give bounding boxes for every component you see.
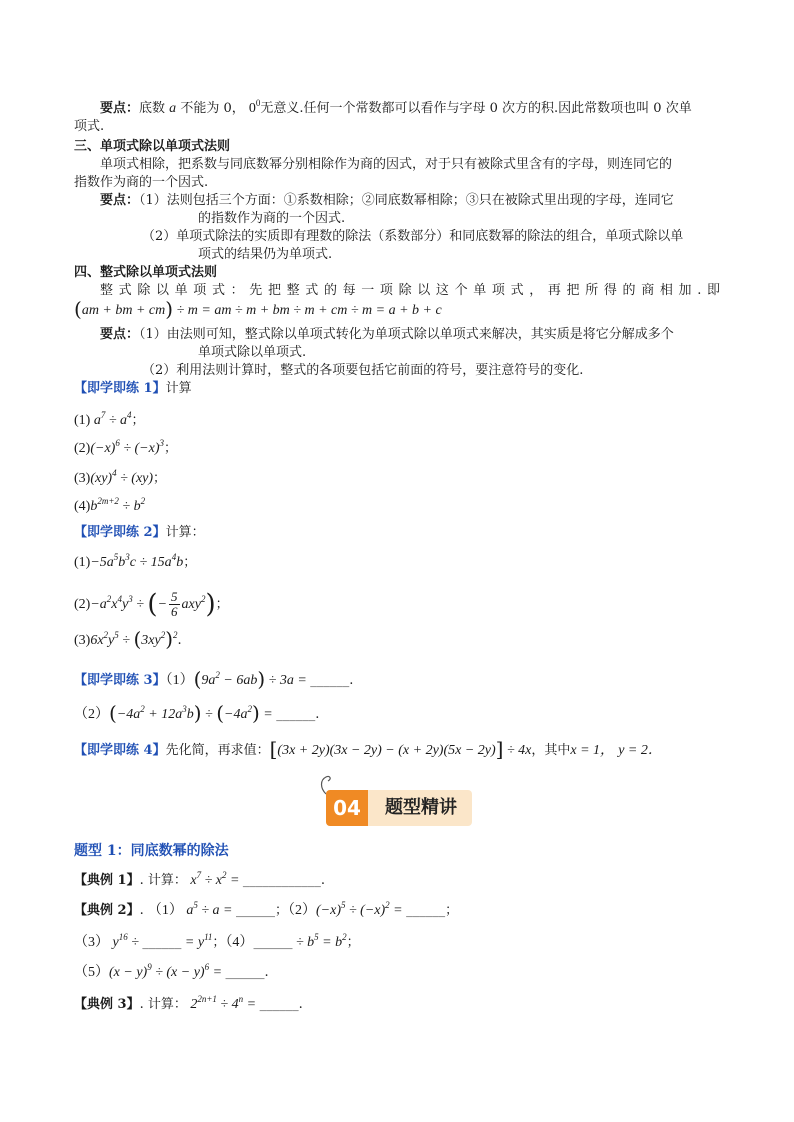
text-line: （2）单项式除法的实质即有理数的除法（系数部分）和同底数幂的除法的组合，单项式除以单: [142, 229, 684, 244]
practice-1-item-3: (3)(xy)$^4$ ÷ (xy)；: [74, 468, 167, 486]
text-line: 单项式相除，把系数与同底数幂分别相除作为商的因式，对于只有被除式里含有的字母，则连同它的: [100, 157, 673, 172]
answer-blank[interactable]: ______: [310, 673, 350, 688]
example-1: 【典例 1】. 计算： $x^7 \div x^2$ = ____________.: [74, 870, 326, 888]
text: 底数: [139, 101, 166, 116]
text-line: （2）利用法则计算时，整式的各项要包括它前面的符号，要注意符号的变化.: [142, 363, 584, 378]
answer-blank[interactable]: ______: [259, 997, 299, 1012]
banner-title: 题型精讲: [385, 797, 457, 818]
banner-number: 04: [326, 790, 368, 826]
key-point-zero-exponent: [100, 100, 692, 118]
text-line: 的指数作为商的一个因式.: [198, 211, 346, 226]
text: 计算：: [165, 525, 205, 540]
text: 先化简，再求值：: [165, 743, 270, 758]
practice-1-item-4: $(4)b^{2m+2} \div b^2$: [74, 496, 146, 514]
answer-blank[interactable]: ______: [406, 903, 446, 918]
answer-blank[interactable]: ______: [225, 965, 265, 980]
math-rule-formula: (am + bm + cm) ÷ m = am ÷ m + bm ÷ m + cm ÷ m = a + b + c: [74, 297, 442, 321]
text: （1）法则包括三个方面：①系数相除；②同底数幂相除；③只在被除式里出现的字母，连同它: [139, 193, 674, 208]
answer-blank[interactable]: ______: [235, 903, 275, 918]
key-label: 要点：: [100, 327, 140, 342]
key-label: 要点：: [100, 193, 140, 208]
section-heading-3: 三、单项式除以单项式法则: [74, 139, 231, 154]
text-line: 项式的结果仍为单项式.: [198, 247, 333, 262]
text: .: [139, 903, 148, 918]
practice-tag: 【即学即练 1】: [74, 381, 166, 396]
text-line: 单项式除以单项式.: [198, 345, 307, 360]
section-banner: [326, 790, 472, 826]
text: . 计算：: [139, 873, 187, 888]
section-heading-4: 四、整式除以单项式法则: [74, 265, 218, 280]
math-zero-power: $0^0$: [248, 98, 261, 116]
math-x-value: x = 1，: [570, 743, 615, 758]
example-2-line-2: （3） $y^{16}$ ÷ ______ = $y^{11}$；（4）______ ÷ $b^5 = b^2$；: [74, 932, 360, 950]
text-line: 指数作为商的一个因式.: [74, 175, 209, 190]
answer-blank[interactable]: ______: [142, 935, 182, 950]
example-2-line-1: 【典例 2】. （1） $a^5 \div a$ = ______；$(2)(-x)^5 \div (-x)^2$ = ______；: [74, 900, 459, 918]
answer-blank[interactable]: ______: [276, 707, 316, 722]
type-1-heading: 题型 1：同底数幂的除法: [74, 843, 229, 859]
key-point-line: [100, 192, 674, 210]
practice-tag: 【即学即练 4】: [74, 743, 166, 758]
text: 计算: [165, 381, 192, 396]
example-2-line-3: $(5)(x - y)^9 \div (x - y)^6$ = ______.: [74, 962, 269, 980]
practice-1-item-2: $(2)(-x)^6 \div (-x)^3$；: [74, 438, 178, 456]
practice-4-line: 【即学即练 4】先化简，再求值：[(3x + 2y)(3x − 2y) − (x + 2y)(5x − 2y)] ÷ 4x，其中x = 1， y = 2．: [74, 737, 662, 761]
practice-2-heading: [74, 524, 205, 542]
practice-2-item-3: $(3)6x^2y^5 \div (3xy^2)^2$.: [74, 627, 182, 651]
key-point-line: [100, 326, 674, 344]
practice-3-line-1: 【即学即练 3】$(1)(9a^2 - 6ab) \div 3a$ = ______.: [74, 667, 354, 691]
answer-blank[interactable]: ______: [253, 935, 293, 950]
math-y-value: y = 2．: [618, 743, 662, 758]
example-tag: 【典例 1】: [74, 873, 140, 888]
practice-tag: 【即学即练 3】: [74, 673, 166, 688]
text: （1）由法则可知，整式除以单项式转化为单项式除以单项式来解决，其实质是将它分解成多个: [139, 327, 674, 342]
answer-blank[interactable]: ______: [242, 873, 282, 888]
text-line: 项式.: [74, 119, 105, 134]
practice-1-heading: [74, 380, 192, 398]
example-tag: 【典例 2】: [74, 903, 140, 918]
practice-1-item-1: (1) $a^7 \div a^4$；: [74, 410, 145, 428]
text: 无意义.任何一个常数都可以看作与字母 0 次方的积.因此常数项也叫 0 次单: [260, 101, 692, 116]
text: ，其中: [531, 743, 571, 758]
text-line: 整式除以单项式：先把整式的每一项除以这个单项式，再把所得的商相加.即: [100, 283, 720, 298]
practice-2-item-1: $(1)-5a^5b^3c \div 15a^4b$；: [74, 552, 197, 570]
example-tag: 【典例 3】: [74, 997, 140, 1012]
text: . 计算：: [139, 997, 187, 1012]
text: 不能为 0，: [180, 101, 245, 116]
math-a: a: [169, 101, 177, 116]
practice-3-line-2: $(2)(-4a^2 + 12a^3b) \div (-4a^2)$ = ______.: [74, 701, 320, 725]
key-label: 要点：: [100, 101, 140, 116]
practice-tag: 【即学即练 2】: [74, 525, 166, 540]
practice-2-item-2: $(2)-a^2x^4y^3$ ÷ (− $\frac{5}{6}$ axy$^2$)；: [74, 589, 229, 620]
example-3: 【典例 3】. 计算： $2^{2n+1} \div 4^n$ = ______.: [74, 994, 303, 1012]
